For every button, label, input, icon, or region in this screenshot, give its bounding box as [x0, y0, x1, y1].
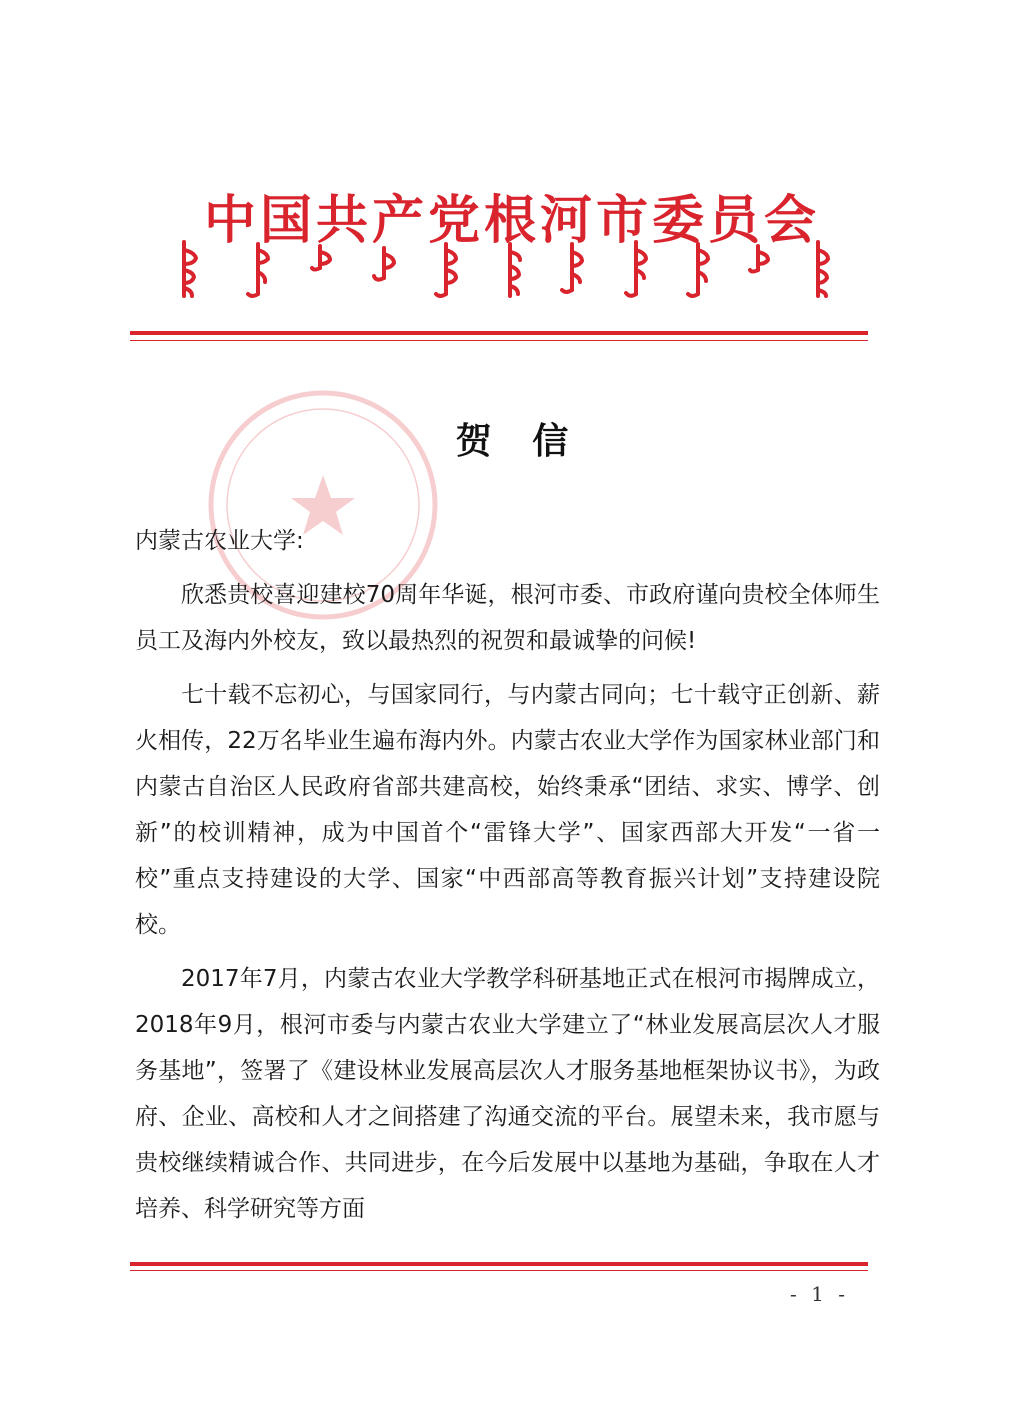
mongolian-word-6 [510, 244, 520, 296]
paragraph-3: 2017年7月，内蒙古农业大学教学科研基地正式在根河市揭牌成立，2018年9月，根河市委与内蒙古农业大学建立了“林业发展高层次人才服务基地”，签署了《建设林业发展高层次人才服务基地框架协议书》，为政府、企业、高校和人才之间搭建了沟通交流的平台。展望未来，我市愿与贵校继续精诚合作、共同进步，在今后发展中以基地为基础，争取在人才培养、科学研究等方面 [135, 966, 880, 1222]
paragraph-1: 欣悉贵校喜迎建校70周年华诞，根河市委、市政府谨向贵校全体师生员工及海内外校友，致以最热烈的祝贺和最诚挚的问候! [135, 582, 880, 654]
footer-rule-thin [130, 1270, 868, 1271]
mongolian-word-10 [750, 246, 768, 272]
paragraph-2: 七十载不忘初心，与国家同行，与内蒙古同向；七十载守正创新、薪火相传，22万名毕业生遍布海内外。内蒙古农业大学作为国家林业部门和内蒙古自治区人民政府省部共建高校，始终秉承“团结、求实、博学、创新”的校训精神，成为中国首个“雷锋大学”、国家西部大开发“一省一校”重点支持建设的大学、国家“中西部高等教育振兴计划”支持建设院校。 [135, 682, 880, 938]
page-number: - 1 - [790, 1282, 849, 1306]
header-rule-thick [130, 331, 868, 335]
mongolian-word-3 [312, 246, 330, 270]
mongolian-script-line [170, 236, 834, 304]
mongolian-word-4 [374, 248, 394, 280]
letter-body [135, 518, 880, 1232]
mongolian-word-11 [818, 242, 828, 296]
mongolian-word-5 [436, 244, 456, 296]
letterhead-title: 中国共产党根河市委员会 [203, 190, 820, 251]
mongolian-word-9 [688, 244, 708, 296]
salutation: 内蒙古农业大学: [135, 528, 304, 554]
document-title: 贺 信 [455, 420, 569, 462]
mongolian-word-1 [184, 242, 196, 296]
mongolian-word-2 [248, 244, 268, 296]
header-rule-thin [130, 340, 868, 341]
mongolian-word-7 [562, 244, 582, 292]
footer-rule-thick [130, 1262, 868, 1266]
mongolian-word-8 [626, 242, 646, 296]
